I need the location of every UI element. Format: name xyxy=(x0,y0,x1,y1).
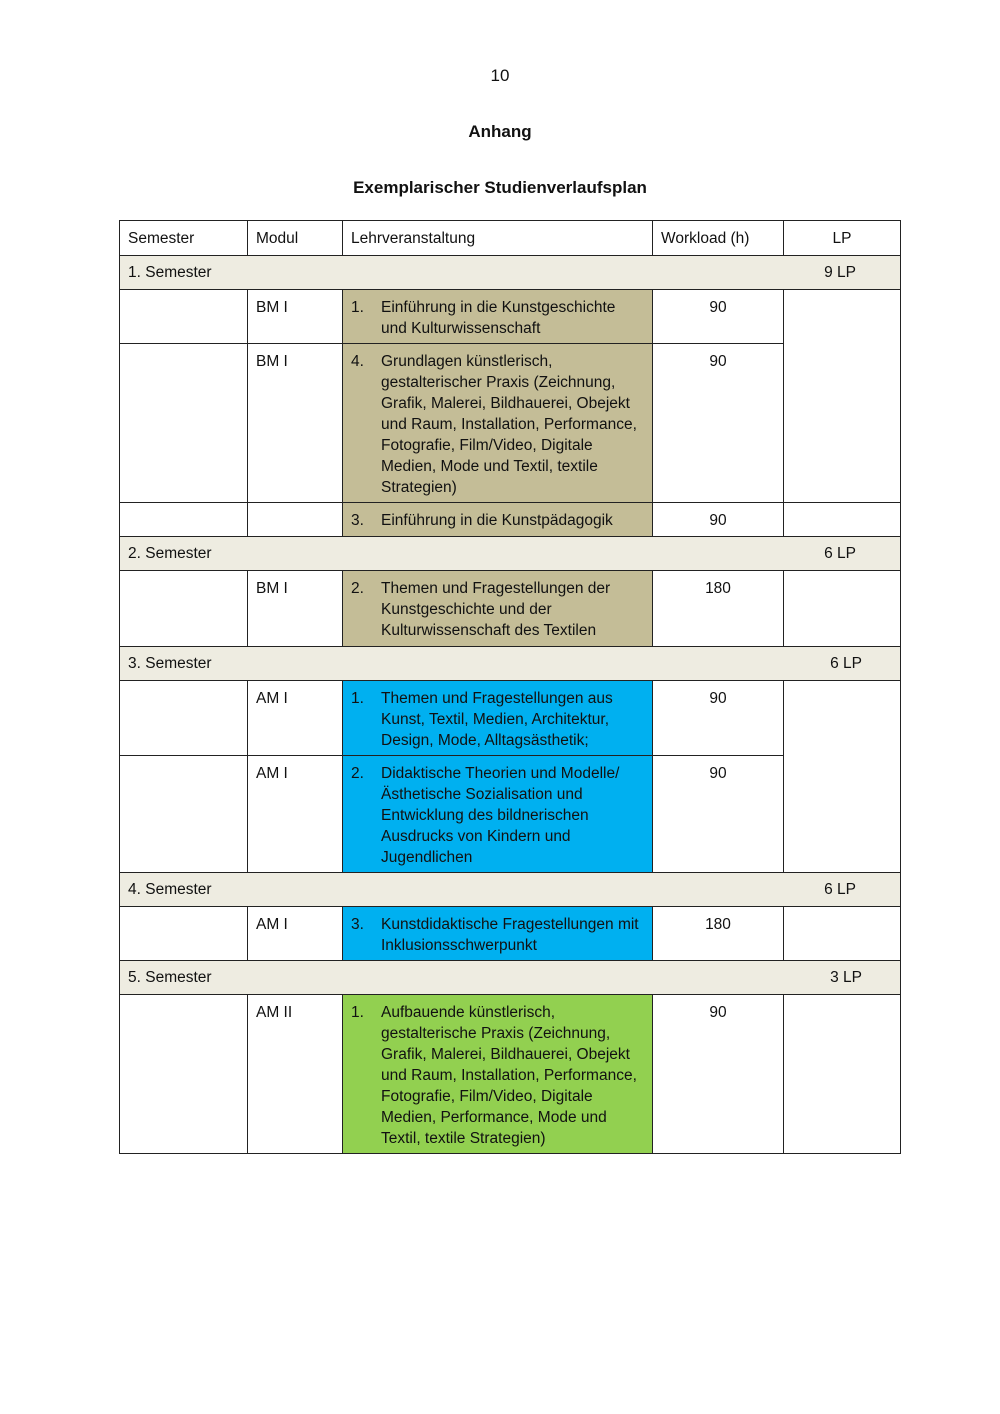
course-number: 2. xyxy=(351,765,364,782)
course-number: 3. xyxy=(351,512,364,529)
course-number: 3. xyxy=(351,916,364,933)
semester-label: 1. Semester xyxy=(128,264,212,281)
course-title: Einführung in die Kunstgeschichte und Kulturwissenschaft xyxy=(381,299,616,337)
course-title: Didaktische Theorien und Modelle/Ästhetische Sozialisation und Entwicklung des bildnerischen Ausdrucks von Kindern und Jugendlichen xyxy=(381,765,620,866)
study-plan-title: Exemplarischer Studienverlaufsplan xyxy=(353,178,647,197)
semester-row xyxy=(120,873,901,907)
course-title: Kunstdidaktische Fragestellungen mit Inklusionsschwerpunkt xyxy=(381,916,639,954)
workload-cell: 90 xyxy=(653,290,784,344)
semester-label: 5. Semester xyxy=(128,969,212,986)
course-number: 1. xyxy=(351,299,364,316)
header-lp: LP xyxy=(784,221,901,256)
workload-cell: 180 xyxy=(653,571,784,647)
course-cell xyxy=(343,571,653,647)
lp-cell xyxy=(784,907,901,961)
semester-label: 4. Semester xyxy=(128,881,212,898)
lp-cell xyxy=(784,681,901,873)
semester-row xyxy=(120,537,901,571)
header-semester: Semester xyxy=(120,221,248,256)
lp-cell xyxy=(784,503,901,537)
course-number: 1. xyxy=(351,690,364,707)
course-cell xyxy=(343,681,653,756)
study-plan-table xyxy=(119,220,901,1154)
table-row xyxy=(120,344,901,503)
course-number: 1. xyxy=(351,1004,364,1021)
page-number: 10 xyxy=(490,66,510,85)
course-title: Themen und Fragestellungen der Kunstgeschichte und der Kulturwissenschaft des Textilen xyxy=(381,580,611,639)
workload-cell: 90 xyxy=(653,344,784,503)
semester-label: 2. Semester xyxy=(128,545,212,562)
course-title: Einführung in die Kunstpädagogik xyxy=(381,512,613,529)
course-cell xyxy=(343,756,653,873)
modul-cell: BM I xyxy=(248,344,343,503)
course-cell xyxy=(343,344,653,503)
modul-cell: AM I xyxy=(248,756,343,873)
table-row xyxy=(120,571,901,647)
semester-row xyxy=(120,256,901,290)
course-number: 2. xyxy=(351,580,364,597)
lp-cell xyxy=(784,995,901,1154)
header-workload: Workload (h) xyxy=(653,221,784,256)
workload-cell: 90 xyxy=(653,995,784,1154)
semester-row xyxy=(120,647,901,681)
course-title: Aufbauende künstlerisch, gestalterische Praxis (Zeichnung, Grafik, Malerei, Bildhauerei, Obejekt und Raum, Installation, Performance, Fotografie, Film/Video, Digitale Medien, Performance, Mode und Textil, textile Strategien) xyxy=(381,1004,637,1147)
workload-cell: 90 xyxy=(653,756,784,873)
modul-cell xyxy=(248,503,343,537)
workload-cell: 180 xyxy=(653,907,784,961)
course-title: Grundlagen künstlerisch, gestalterischer Praxis (Zeichnung, Grafik, Malerei, Bildhauerei, Obejekt und Raum, Installation, Performance, Fotografie, Film/Video, Digitale Medien, Mode und Textil, textile Strategien) xyxy=(381,353,637,496)
table-row xyxy=(120,681,901,756)
lp-cell xyxy=(784,571,901,647)
lp-cell xyxy=(784,290,901,503)
table-row xyxy=(120,756,901,873)
semester-row xyxy=(120,961,901,995)
course-cell xyxy=(343,503,653,537)
table-row xyxy=(120,995,901,1154)
course-cell xyxy=(343,907,653,961)
modul-cell: AM II xyxy=(248,995,343,1154)
appendix-heading: Anhang xyxy=(468,122,532,141)
course-title: Themen und Fragestellungen aus Kunst, Textil, Medien, Architektur, Design, Mode, Alltagsästhetik; xyxy=(381,690,613,749)
semester-lp: 6 LP xyxy=(824,881,856,898)
table-row xyxy=(120,503,901,537)
header-lehrveranstaltung: Lehrveranstaltung xyxy=(343,221,653,256)
header-modul: Modul xyxy=(248,221,343,256)
modul-cell: AM I xyxy=(248,681,343,756)
modul-cell: BM I xyxy=(248,290,343,344)
table-row xyxy=(120,907,901,961)
table-header-row xyxy=(120,221,901,256)
table-row xyxy=(120,290,901,344)
course-cell xyxy=(343,995,653,1154)
semester-lp: 9 LP xyxy=(824,264,856,281)
workload-cell: 90 xyxy=(653,503,784,537)
course-number: 4. xyxy=(351,353,364,370)
semester-lp: 6 LP xyxy=(824,545,856,562)
semester-label: 3. Semester xyxy=(128,655,212,672)
semester-lp: 6 LP xyxy=(830,655,862,672)
modul-cell: BM I xyxy=(248,571,343,647)
course-cell xyxy=(343,290,653,344)
workload-cell: 90 xyxy=(653,681,784,756)
modul-cell: AM I xyxy=(248,907,343,961)
semester-lp: 3 LP xyxy=(830,969,862,986)
